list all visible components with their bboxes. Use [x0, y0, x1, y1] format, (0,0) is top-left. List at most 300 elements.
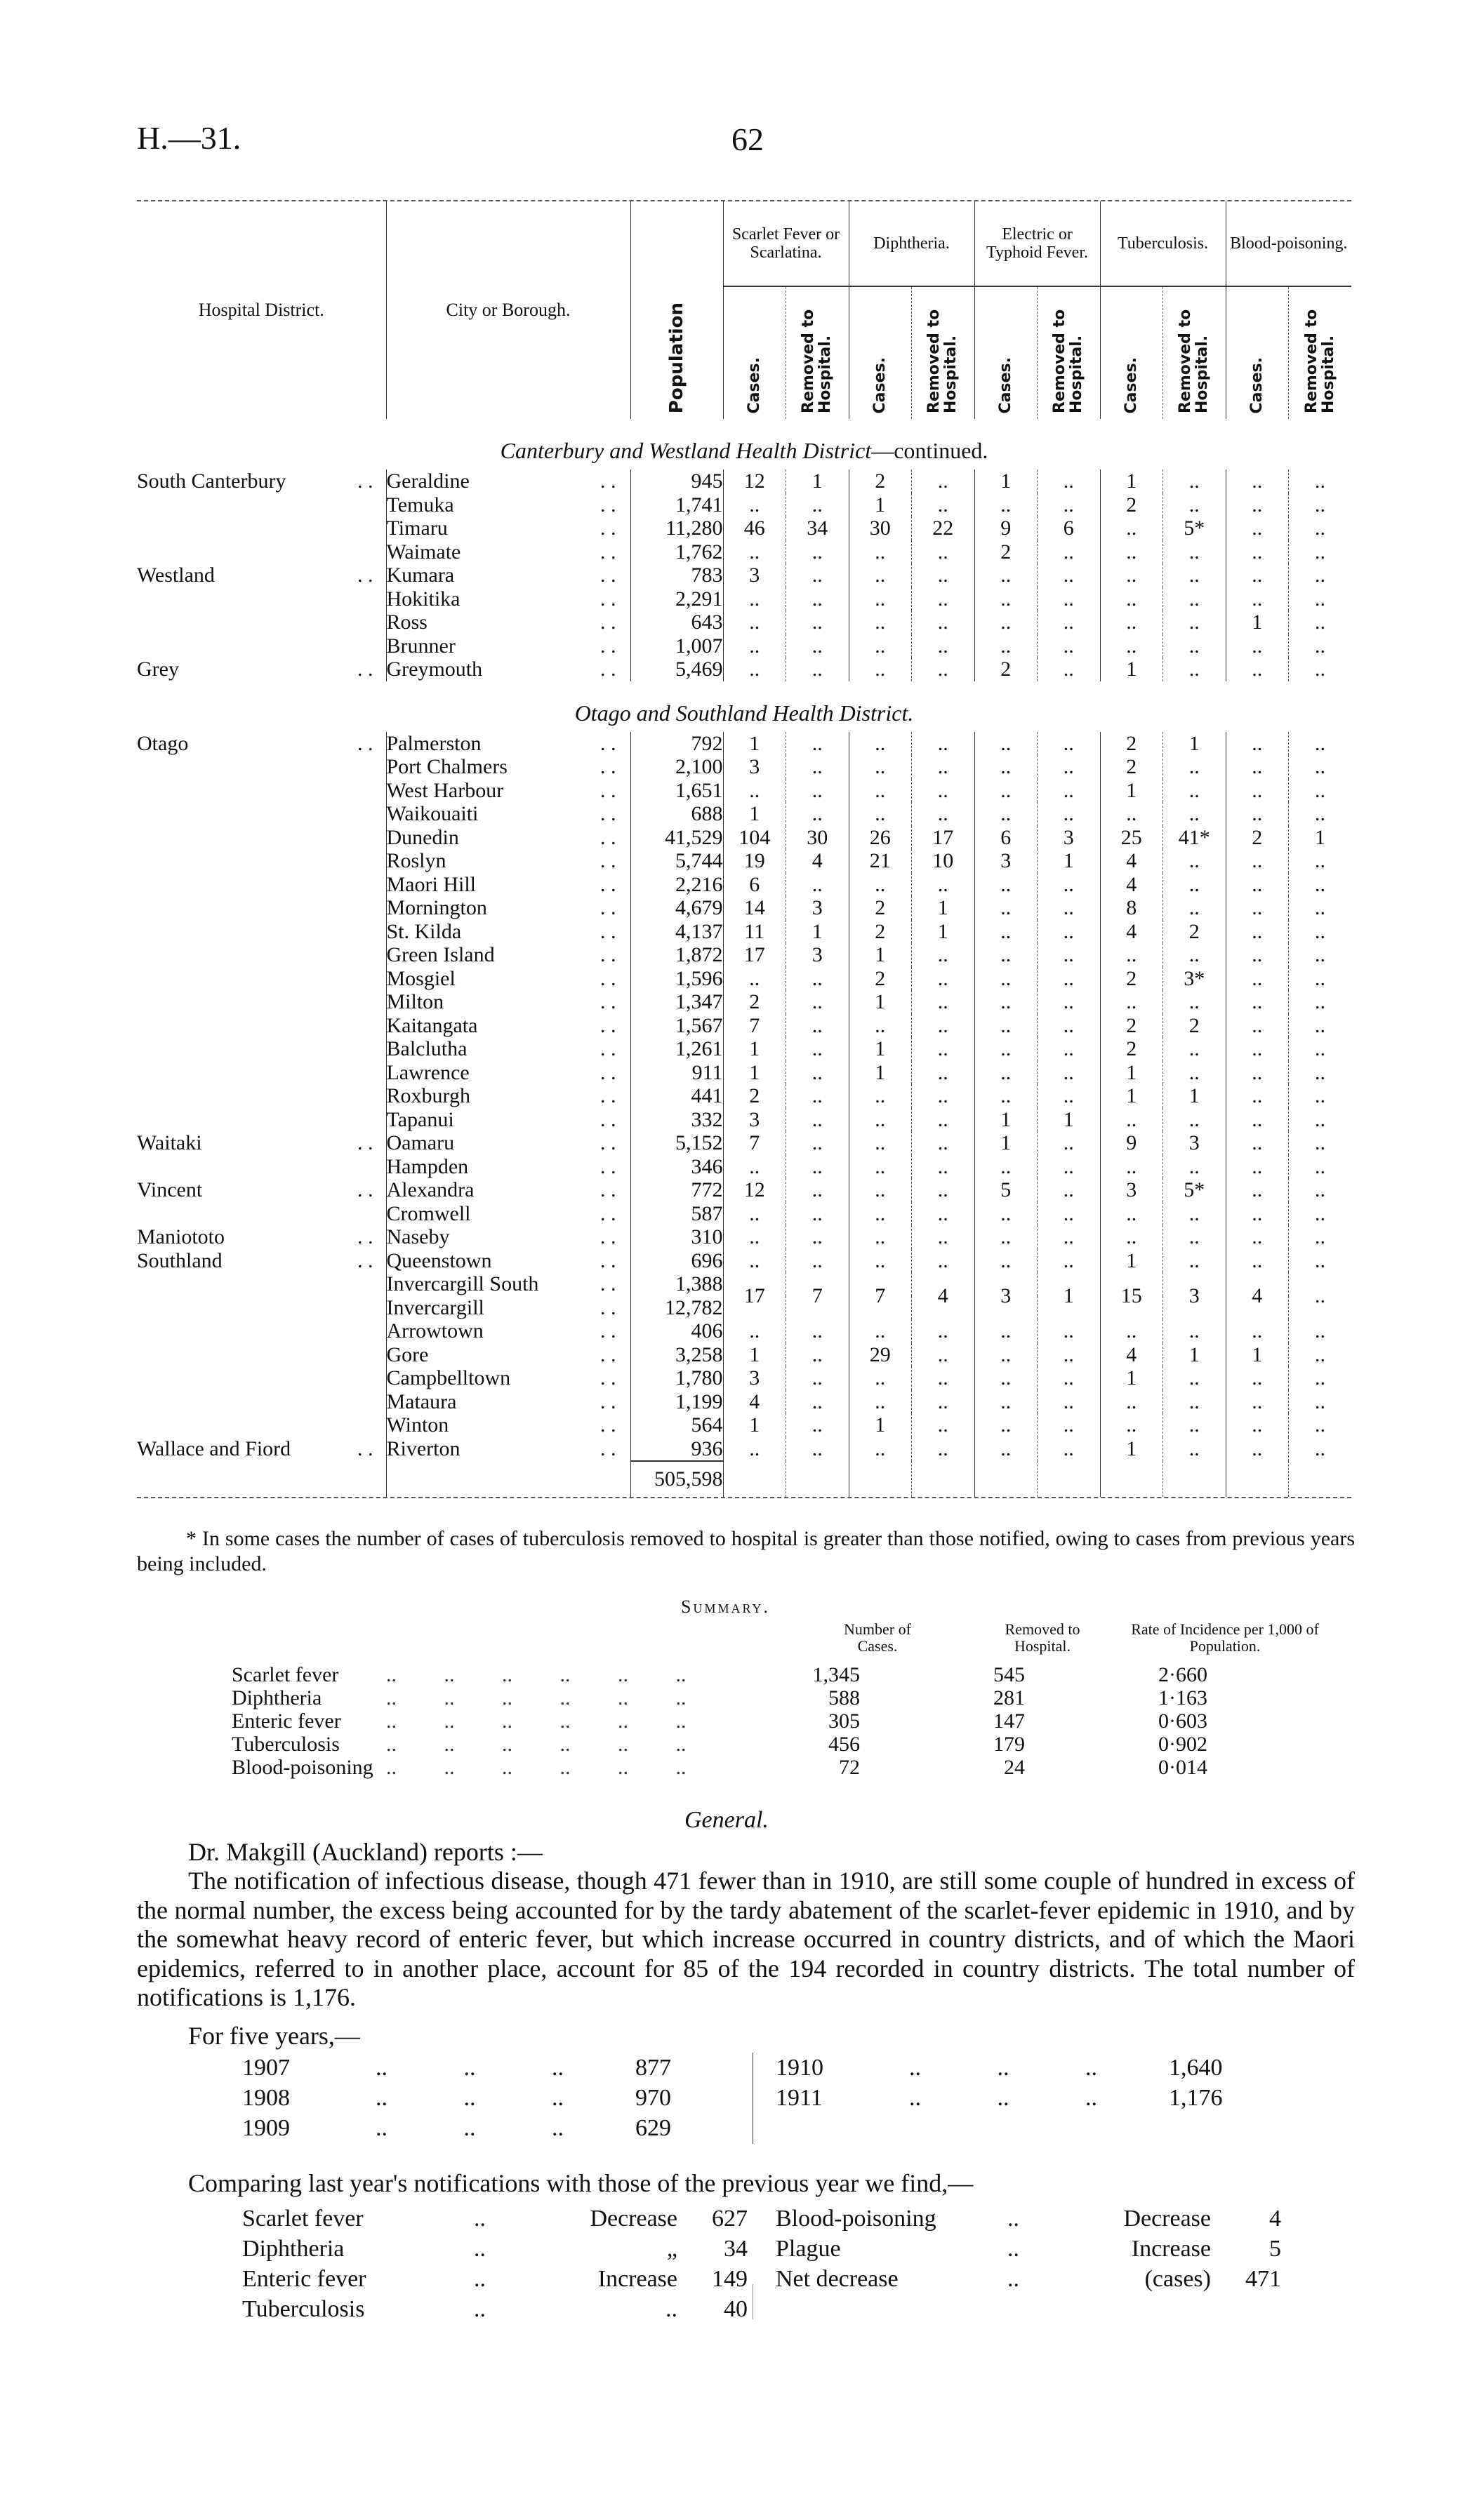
hospital-district-cell: [137, 873, 386, 897]
hospital-district-cell: [137, 943, 386, 967]
value-cell: ..: [1289, 469, 1352, 493]
value-cell: 6: [723, 873, 786, 897]
value-cell: ..: [1100, 634, 1163, 658]
population-cell: 4,679: [630, 896, 723, 920]
value-cell: ..: [849, 1131, 912, 1155]
value-cell: ..: [912, 1343, 975, 1367]
value-cell: 25: [1100, 826, 1163, 850]
value-cell: 15: [1100, 1272, 1163, 1319]
blank-cell: [849, 1461, 912, 1497]
value-cell: ..: [786, 1413, 849, 1437]
summary-removed: 179: [993, 1733, 1025, 1756]
value-cell: 1: [1100, 1366, 1163, 1390]
leader-dots: . .: [600, 1154, 616, 1178]
subheader-label: Removed to Hospital.: [1177, 309, 1212, 413]
value-cell: 3: [1038, 826, 1101, 850]
value-cell: 10: [912, 849, 975, 873]
population-cell: 441: [630, 1084, 723, 1108]
population-cell: 2,100: [630, 755, 723, 779]
value-cell: ..: [1226, 920, 1289, 944]
value-cell: ..: [1100, 1319, 1163, 1343]
value-cell: ..: [974, 755, 1038, 779]
leader-dots: . .: [600, 1013, 616, 1037]
comparison-value: 471: [1245, 2266, 1281, 2292]
leader-dots: . .: [600, 493, 616, 516]
population-cell: 587: [630, 1202, 723, 1226]
value-cell: 3: [1100, 1178, 1163, 1202]
value-cell: ..: [974, 1155, 1038, 1179]
value-cell: 2: [974, 540, 1038, 564]
value-cell: 30: [786, 826, 849, 850]
value-cell: ..: [1038, 755, 1101, 779]
value-cell: ..: [849, 755, 912, 779]
value-cell: 9: [974, 516, 1038, 540]
table-row: [137, 1108, 1351, 1132]
value-cell: ..: [912, 493, 975, 517]
value-cell: ..: [1163, 849, 1226, 873]
header-city-borough: City or Borough.: [386, 201, 630, 419]
value-cell: 19: [723, 849, 786, 873]
value-cell: 5: [974, 1178, 1038, 1202]
city-name: Roxburgh: [386, 1084, 470, 1107]
value-cell: 8: [1100, 896, 1163, 920]
value-cell: ..: [1289, 1390, 1352, 1414]
value-cell: ..: [1038, 1178, 1101, 1202]
leader-dots: . .: [357, 564, 373, 587]
value-cell: 1: [912, 896, 975, 920]
value-cell: ..: [912, 1037, 975, 1061]
value-cell: ..: [1038, 587, 1101, 611]
comparison-row: [242, 2204, 776, 2234]
value-cell: ..: [1163, 1366, 1226, 1390]
comparison-value: 4: [1269, 2206, 1281, 2232]
hospital-district-cell: [137, 1131, 386, 1155]
value-cell: ..: [1289, 1225, 1352, 1249]
value-cell: ..: [1038, 1225, 1101, 1249]
table-row: [137, 1037, 1351, 1061]
population-cell: 1,651: [630, 779, 723, 803]
value-cell: ..: [974, 920, 1038, 944]
city-name: Mornington: [386, 896, 487, 919]
leader-dots: ..: [474, 2236, 486, 2262]
value-cell: ..: [912, 1249, 975, 1273]
total-population: 505,598: [630, 1461, 723, 1497]
leader-dots: .. .. .. .. .. ..: [386, 1686, 687, 1709]
city-name: Tapanui: [386, 1107, 454, 1131]
value-cell: ..: [1163, 896, 1226, 920]
city-cell: [386, 1390, 630, 1414]
subheader-label: Cases.: [1122, 356, 1140, 413]
leader-dots: . .: [600, 896, 616, 919]
value-cell: ..: [786, 540, 849, 564]
table-row: [137, 990, 1351, 1014]
table-row: [137, 732, 1351, 756]
value-cell: ..: [1163, 1108, 1226, 1132]
summary-title: Summary.: [681, 1596, 770, 1617]
city-cell: [386, 732, 630, 756]
population-cell: 945: [630, 469, 723, 493]
value-cell: ..: [849, 564, 912, 587]
city-cell: [386, 755, 630, 779]
value-cell: 3: [723, 1108, 786, 1132]
value-cell: ..: [1163, 1413, 1226, 1437]
value-cell: ..: [786, 873, 849, 897]
hospital-district: Waitaki: [137, 1131, 202, 1154]
subheader-label: Cases.: [996, 356, 1014, 413]
value-cell: 3: [723, 564, 786, 587]
hospital-district-cell: [137, 469, 386, 493]
comparison-change: „: [666, 2236, 677, 2262]
population-cell: 11,280: [630, 516, 723, 540]
summary-disease: Tuberculosis: [232, 1733, 340, 1756]
population-cell: 643: [630, 611, 723, 634]
table-row: [137, 1390, 1351, 1414]
value-cell: 1: [1226, 611, 1289, 634]
value-cell: ..: [849, 873, 912, 897]
value-cell: ..: [912, 990, 975, 1014]
value-cell: ..: [849, 1225, 912, 1249]
city-name: Winton: [386, 1413, 449, 1436]
city-name: Brunner: [386, 634, 456, 658]
value-cell: ..: [1289, 1061, 1352, 1085]
hospital-district-cell: [137, 1437, 386, 1462]
value-cell: 2: [1163, 920, 1226, 944]
value-cell: ..: [974, 1249, 1038, 1273]
hospital-district-cell: [137, 920, 386, 944]
value-cell: ..: [912, 469, 975, 493]
header-hospital-district: Hospital District.: [198, 300, 324, 320]
table-row: [137, 1084, 1351, 1108]
value-cell: ..: [1038, 634, 1101, 658]
summary-removed: 545: [993, 1663, 1025, 1686]
city-name: Invercargill: [386, 1295, 484, 1319]
value-cell: ..: [1038, 1131, 1101, 1155]
hospital-district: South Canterbury: [137, 469, 286, 493]
blank-cell: [1038, 1461, 1101, 1497]
population-cell: 2,216: [630, 873, 723, 897]
value-cell: ..: [1289, 634, 1352, 658]
subheader-removed-to-hospital: [912, 286, 975, 419]
comparison-value: 627: [712, 2206, 748, 2232]
value-cell: ..: [1163, 1202, 1226, 1226]
value-cell: 2: [1100, 732, 1163, 756]
value-cell: ..: [1226, 1225, 1289, 1249]
section-heading: [137, 681, 1351, 732]
value-cell: ..: [974, 1202, 1038, 1226]
value-cell: 2: [849, 967, 912, 991]
city-cell: [386, 587, 630, 611]
leader-dots: . .: [600, 1295, 616, 1319]
city-cell: [386, 1296, 630, 1320]
leader-dots: . .: [357, 658, 373, 681]
value-cell: ..: [974, 967, 1038, 991]
table-row: [137, 1178, 1351, 1202]
value-cell: ..: [786, 587, 849, 611]
value-cell: ..: [786, 732, 849, 756]
value-cell: ..: [849, 1084, 912, 1108]
year: 1909: [242, 2115, 290, 2141]
year-row: [776, 2083, 1267, 2113]
value-cell: ..: [786, 1108, 849, 1132]
section-title: Otago and Southland Health District.: [574, 700, 914, 726]
hospital-district: Vincent: [137, 1178, 203, 1201]
year: 1907: [242, 2055, 290, 2081]
value-cell: 17: [723, 943, 786, 967]
value-cell: ..: [1038, 1202, 1101, 1226]
city-name: Campbelltown: [386, 1366, 511, 1389]
value-cell: ..: [1163, 1249, 1226, 1273]
summary-disease: Scarlet fever: [232, 1663, 339, 1686]
value-cell: 1: [1038, 1272, 1101, 1319]
leader-dots: ..: [1007, 2206, 1019, 2232]
notification-count: 877: [635, 2055, 671, 2081]
city-name: Cromwell: [386, 1201, 471, 1225]
value-cell: 41*: [1163, 826, 1226, 850]
value-cell: 30: [849, 516, 912, 540]
value-cell: ..: [1038, 1061, 1101, 1085]
value-cell: ..: [912, 1014, 975, 1038]
value-cell: 2: [849, 920, 912, 944]
value-cell: ..: [1289, 516, 1352, 540]
summary-rate: 0·014: [1158, 1756, 1207, 1779]
value-cell: ..: [1038, 1437, 1101, 1462]
hospital-district-cell: [137, 1390, 386, 1414]
subheader-label: Cases.: [745, 356, 763, 413]
table-row: [137, 755, 1351, 779]
value-cell: 1: [723, 1413, 786, 1437]
value-cell: ..: [786, 1437, 849, 1462]
subheader-cases: [1226, 286, 1289, 419]
comparison-disease: Net decrease: [776, 2266, 899, 2292]
value-cell: ..: [1163, 634, 1226, 658]
value-cell: ..: [786, 1037, 849, 1061]
leader-dots: . .: [357, 731, 373, 755]
value-cell: ..: [974, 802, 1038, 826]
value-cell: ..: [1038, 896, 1101, 920]
population-cell: 5,152: [630, 1131, 723, 1155]
leader-dots: . .: [600, 1201, 616, 1225]
leader-dots: . .: [600, 778, 616, 802]
hospital-district-cell: [137, 634, 386, 658]
blank-cell: [786, 1461, 849, 1497]
population-cell: 1,596: [630, 967, 723, 991]
value-cell: ..: [912, 1202, 975, 1226]
value-cell: ..: [974, 1319, 1038, 1343]
summary-cases: 1,345: [812, 1663, 860, 1686]
leader-dots: . .: [357, 469, 373, 493]
hospital-district-cell: [137, 1155, 386, 1179]
population-cell: 1,741: [630, 493, 723, 517]
comparison-change: Decrease: [590, 2206, 677, 2232]
city-cell: [386, 493, 630, 517]
leader-dots: . .: [600, 1107, 616, 1131]
value-cell: ..: [1226, 658, 1289, 681]
value-cell: 1: [723, 732, 786, 756]
hospital-district-cell: [137, 1084, 386, 1108]
value-cell: ..: [786, 755, 849, 779]
table-row: [137, 658, 1351, 681]
value-cell: ..: [1163, 1037, 1226, 1061]
population-cell: 1,762: [630, 540, 723, 564]
value-cell: 4: [1100, 849, 1163, 873]
value-cell: ..: [912, 1178, 975, 1202]
value-cell: ..: [1100, 1108, 1163, 1132]
report-paragraph: The notification of infectious disease, though 471 fewer than in 1910, are still some couple of hundred in excess of the normal number, the excess being accounted for by the tardy abatement of the scarlet-fever epidemic in 1910, and by the somewhat heavy record of enteric fever, but which increase occurred in country districts, and of which the Maori epidemics, referred to in another place, account for 85 of the 194 recorded in country districts. The total number of notifications is 1,176.: [137, 1867, 1355, 2011]
value-cell: 3: [1163, 1272, 1226, 1319]
value-cell: ..: [1289, 873, 1352, 897]
leader-dots: ..: [474, 2266, 486, 2292]
city-name: Naseby: [386, 1225, 450, 1248]
value-cell: ..: [1100, 540, 1163, 564]
value-cell: ..: [974, 1437, 1038, 1462]
header-population: Population: [630, 201, 723, 419]
leader-dots: . .: [600, 1248, 616, 1272]
population-cell: 911: [630, 1061, 723, 1085]
city-cell: [386, 1178, 630, 1202]
value-cell: ..: [974, 1084, 1038, 1108]
table-row: [137, 1014, 1351, 1038]
value-cell: ..: [786, 1366, 849, 1390]
table-row: [137, 1366, 1351, 1390]
value-cell: 1: [974, 1131, 1038, 1155]
population-cell: 688: [630, 802, 723, 826]
value-cell: ..: [723, 1437, 786, 1462]
value-cell: ..: [786, 779, 849, 803]
city-cell: [386, 1155, 630, 1179]
leader-dots: . .: [600, 919, 616, 943]
value-cell: 2: [849, 896, 912, 920]
value-cell: ..: [849, 1014, 912, 1038]
population-cell: 406: [630, 1319, 723, 1343]
table-row: [137, 611, 1351, 634]
subheader-label: Cases.: [1247, 356, 1266, 413]
comparison-row: [776, 2264, 1309, 2294]
leader-dots: . .: [357, 1178, 373, 1201]
value-cell: ..: [786, 564, 849, 587]
value-cell: ..: [1100, 611, 1163, 634]
leader-dots: .. .. ..: [376, 2055, 564, 2081]
value-cell: ..: [849, 779, 912, 803]
city-cell: [386, 943, 630, 967]
year-row: [776, 2053, 1267, 2083]
comparison-value: 5: [1269, 2236, 1281, 2262]
value-cell: ..: [1289, 564, 1352, 587]
hospital-district-cell: [137, 826, 386, 850]
city-cell: [386, 469, 630, 493]
value-cell: ..: [723, 779, 786, 803]
city-cell: [386, 920, 630, 944]
city-name: Waikouaiti: [386, 802, 479, 825]
page-number: 62: [731, 121, 764, 157]
value-cell: ..: [723, 493, 786, 517]
city-name: Greymouth: [386, 658, 483, 681]
city-name: Riverton: [386, 1437, 461, 1460]
value-cell: ..: [912, 1061, 975, 1085]
value-cell: 34: [786, 516, 849, 540]
value-cell: ..: [1100, 516, 1163, 540]
value-cell: ..: [1289, 1131, 1352, 1155]
value-cell: ..: [1226, 967, 1289, 991]
city-cell: [386, 1366, 630, 1390]
section-title: Canterbury and Westland Health District: [500, 438, 872, 463]
leader-dots: ..: [474, 2296, 486, 2322]
leader-dots: . .: [600, 825, 616, 849]
population-cell: 792: [630, 732, 723, 756]
value-cell: ..: [1226, 1437, 1289, 1462]
value-cell: ..: [974, 1413, 1038, 1437]
leader-dots: . .: [600, 516, 616, 540]
value-cell: 1: [849, 1061, 912, 1085]
value-cell: 1: [1100, 1084, 1163, 1108]
value-cell: ..: [974, 990, 1038, 1014]
value-cell: 1: [1163, 1084, 1226, 1108]
city-name: Kaitangata: [386, 1013, 478, 1037]
table-row: [137, 564, 1351, 587]
value-cell: 12: [723, 469, 786, 493]
summary-cases: 72: [839, 1756, 860, 1779]
value-cell: 17: [912, 826, 975, 850]
value-cell: ..: [1038, 1343, 1101, 1367]
value-cell: ..: [1100, 587, 1163, 611]
value-cell: ..: [974, 1343, 1038, 1367]
population-cell: 5,744: [630, 849, 723, 873]
value-cell: ..: [786, 1178, 849, 1202]
table-row: [137, 849, 1351, 873]
population-cell: 1,567: [630, 1014, 723, 1038]
value-cell: ..: [1163, 990, 1226, 1014]
value-cell: ..: [1038, 1014, 1101, 1038]
leader-dots: . .: [600, 540, 616, 564]
leader-dots: . .: [600, 990, 616, 1013]
value-cell: 1: [723, 1343, 786, 1367]
city-name: St. Kilda: [386, 919, 462, 943]
hospital-district-cell: [137, 1037, 386, 1061]
header-blood-poisoning: Blood-poisoning.: [1226, 201, 1351, 286]
year-row: [242, 2083, 734, 2113]
value-cell: ..: [974, 587, 1038, 611]
city-name: Invercargill South: [386, 1272, 539, 1295]
leader-dots: . .: [600, 731, 616, 755]
value-cell: ..: [786, 634, 849, 658]
notification-count: 970: [635, 2085, 671, 2111]
leader-dots: . .: [600, 1084, 616, 1107]
population-cell: 564: [630, 1413, 723, 1437]
value-cell: 3: [723, 755, 786, 779]
five-years-left: [242, 2053, 734, 2143]
value-cell: ..: [723, 1202, 786, 1226]
city-cell: [386, 779, 630, 803]
value-cell: ..: [1226, 732, 1289, 756]
value-cell: ..: [912, 1413, 975, 1437]
subheader-cases: [974, 286, 1038, 419]
leader-dots: . .: [600, 658, 616, 681]
header-tuberculosis: Tuberculosis.: [1100, 201, 1226, 286]
value-cell: 9: [1100, 1131, 1163, 1155]
city-name: Kumara: [386, 564, 455, 587]
comparison-change: Increase: [597, 2266, 677, 2292]
value-cell: ..: [1226, 896, 1289, 920]
leader-dots: . .: [600, 1413, 616, 1436]
value-cell: ..: [1226, 779, 1289, 803]
value-cell: ..: [1038, 873, 1101, 897]
population-cell: 772: [630, 1178, 723, 1202]
population-cell: 1,780: [630, 1366, 723, 1390]
value-cell: 1: [723, 802, 786, 826]
value-cell: ..: [723, 587, 786, 611]
leader-dots: . .: [600, 1060, 616, 1084]
city-name: Mosgiel: [386, 966, 456, 990]
population-cell: 936: [630, 1437, 723, 1462]
